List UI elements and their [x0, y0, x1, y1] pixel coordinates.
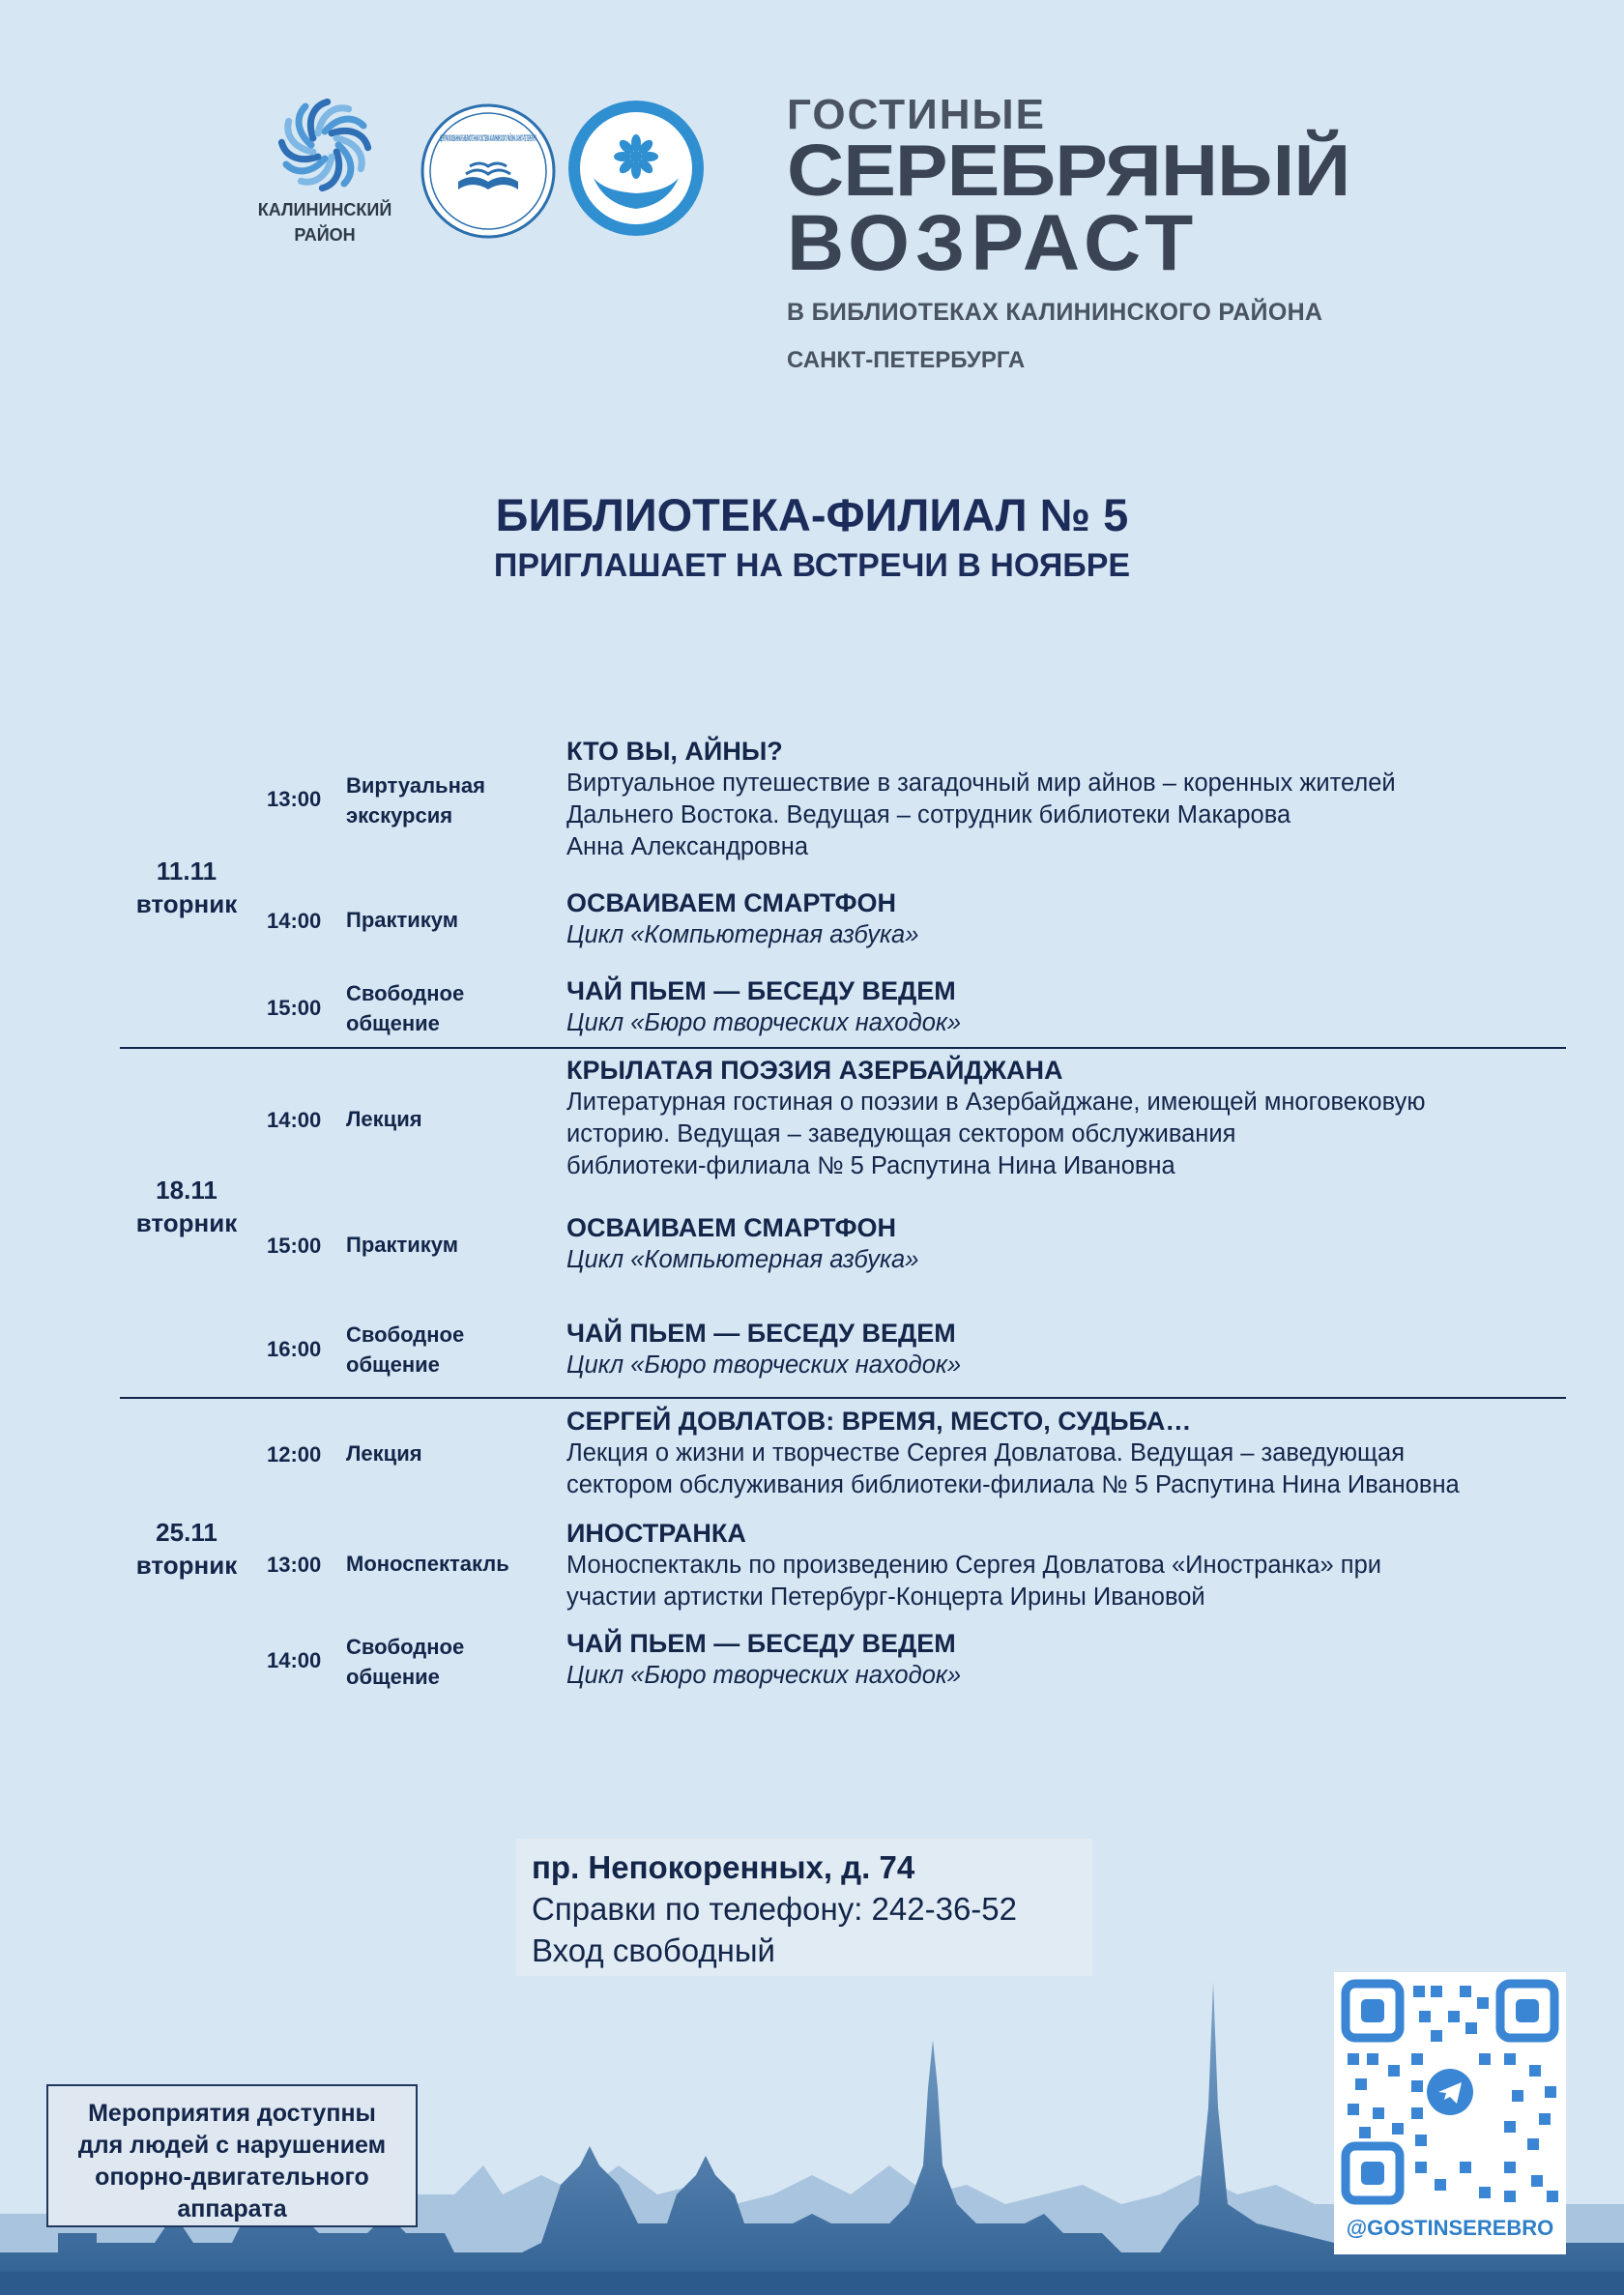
event-description: Цикл «Компьютерная азбука»	[566, 921, 919, 948]
day-date	[122, 1174, 251, 1239]
accessibility-line: Мероприятия доступны	[88, 2100, 376, 2127]
event-block	[566, 974, 1581, 1039]
event-type	[346, 1104, 539, 1134]
event-type	[346, 1632, 539, 1692]
brand-line-libraries: В БИБЛИОТЕКАХ КАЛИНИНСКОГО РАЙОНА	[787, 299, 1323, 326]
event-description: Лекция о жизни и творчестве Сергея Довлатова. Ведущая – заведующая	[566, 1439, 1406, 1467]
brand-line-vozrast: ВОЗРАСТ	[787, 199, 1200, 287]
event-type-line: общение	[346, 1011, 440, 1035]
event-block	[566, 735, 1581, 863]
event-type-line: Свободное	[346, 1322, 465, 1347]
event-title: ОСВАИВАЕМ СМАРТФОН	[566, 888, 897, 917]
event-type-line: Свободное	[346, 981, 465, 1005]
event-time: 15:00	[267, 1234, 322, 1258]
event-title: ОСВАИВАЕМ СМАРТФОН	[566, 1213, 897, 1242]
event-description: Виртуальное путешествие в загадочный мир айнов – коренных жителей	[566, 770, 1396, 797]
event-title: ИНОСТРАНКА	[566, 1519, 746, 1548]
library-system-logo	[420, 102, 557, 240]
event-type	[346, 1438, 539, 1468]
phone-info: Справки по телефону: 242-36-52	[532, 1891, 1017, 1927]
day-divider	[120, 1397, 1566, 1399]
brand-line-serebryany: СЕРЕБРЯНЫЙ	[787, 130, 1350, 212]
event-title: ЧАЙ ПЬЕМ — БЕСЕДУ ВЕДЕМ	[566, 976, 956, 1005]
contact-box	[516, 1839, 1092, 1976]
event-type-line: Практикум	[346, 908, 459, 932]
event-title: КТО ВЫ, АЙНЫ?	[566, 737, 783, 766]
qr-code-icon	[1334, 1972, 1566, 2214]
event-type	[346, 1320, 539, 1380]
date-value: 25.11	[156, 1518, 218, 1547]
social-center-logo	[566, 99, 706, 238]
event-description: Цикл «Бюро творческих находок»	[566, 1351, 962, 1379]
event-time: 13:00	[267, 787, 322, 811]
entry-info: Вход свободный	[532, 1932, 775, 1968]
event-description: Цикл «Бюро творческих находок»	[566, 1009, 962, 1036]
event-type-line: Лекция	[346, 1441, 422, 1466]
event-time: 14:00	[267, 1648, 322, 1672]
district-logo	[247, 95, 402, 246]
page-title: БИБЛИОТЕКА-ФИЛИАЛ № 5	[495, 489, 1129, 540]
event-type	[346, 978, 539, 1038]
date-weekday: вторник	[135, 1551, 238, 1580]
event-time: 13:00	[267, 1553, 322, 1577]
event-time: 14:00	[267, 909, 322, 933]
event-title: ЧАЙ ПЬЕМ — БЕСЕДУ ВЕДЕМ	[566, 1629, 956, 1658]
cbs-logo-text	[440, 132, 536, 143]
event-time: 14:00	[267, 1108, 322, 1132]
day-date	[122, 855, 251, 920]
date-value: 18.11	[156, 1176, 218, 1205]
event-type	[346, 1549, 539, 1579]
event-description: Моноспектакль по произведению Сергея Довлатова «Иностранка» при	[566, 1552, 1382, 1579]
event-type	[346, 905, 539, 935]
event-block	[566, 1405, 1581, 1501]
event-description: сектором обслуживания библиотеки-филиала № 5 Распутина Нина Ивановна	[566, 1471, 1460, 1498]
event-type-line: экскурсия	[346, 803, 453, 828]
event-type	[346, 1230, 539, 1260]
event-title: СЕРГЕЙ ДОВЛАТОВ: ВРЕМЯ, МЕСТО, СУДЬБА…	[566, 1407, 1192, 1436]
event-description: Анна Александровна	[566, 833, 809, 860]
event-description: Цикл «Компьютерная азбука»	[566, 1246, 919, 1273]
date-weekday: вторник	[135, 1208, 238, 1237]
event-description: историю. Ведущая – заведующая сектором обслуживания	[566, 1120, 1236, 1148]
brand-line-gostinye: ГОСТИНЫЕ	[787, 91, 1046, 138]
district-emblem-icon	[275, 95, 375, 195]
event-block	[566, 1517, 1581, 1613]
event-type-line: Моноспектакль	[346, 1552, 509, 1576]
event-type-line: Лекция	[346, 1107, 422, 1131]
event-title: ЧАЙ ПЬЕМ — БЕСЕДУ ВЕДЕМ	[566, 1319, 956, 1348]
hands-flower-icon	[566, 99, 706, 238]
district-logo-line2: РАЙОН	[294, 225, 356, 245]
event-description: Литературная гостиная о поэзии в Азербайджане, имеющей многовековую	[566, 1089, 1426, 1116]
event-type-line: общение	[346, 1352, 440, 1377]
event-description: Дальнего Востока. Ведущая – сотрудник библиотеки Макарова	[566, 801, 1291, 828]
event-type-line: общение	[346, 1665, 440, 1689]
accessibility-line: аппарата	[177, 2195, 287, 2222]
event-description: Цикл «Бюро творческих находок»	[566, 1662, 962, 1689]
telegram-qr-code[interactable]	[1334, 1972, 1566, 2254]
event-type-line: Свободное	[346, 1635, 465, 1659]
event-time: 15:00	[267, 996, 322, 1020]
brand-line-city: САНКТ-ПЕТЕРБУРГА	[787, 347, 1026, 373]
event-type-line: Виртуальная	[346, 773, 485, 798]
event-description: библиотеки-филиала № 5 Распутина Нина Ивановна	[566, 1152, 1175, 1179]
day-divider	[120, 1047, 1566, 1049]
event-block	[566, 1317, 1581, 1381]
date-weekday: вторник	[135, 889, 238, 918]
event-time: 12:00	[267, 1442, 322, 1467]
brand-block	[787, 93, 1349, 375]
event-type-line: Практикум	[346, 1233, 459, 1257]
event-time: 16:00	[267, 1337, 322, 1361]
day-date	[122, 1516, 251, 1582]
event-block	[566, 886, 1581, 951]
accessibility-line: опорно-двигательного	[95, 2164, 369, 2191]
qr-handle[interactable]: @GOSTINSEREBRO	[1346, 2216, 1554, 2240]
event-block	[566, 1627, 1581, 1692]
event-block	[566, 1054, 1581, 1182]
library-book-icon	[420, 102, 557, 240]
event-title: КРЫЛАТАЯ ПОЭЗИЯ АЗЕРБАЙДЖАНА	[566, 1056, 1063, 1085]
event-type	[346, 770, 539, 830]
district-logo-line1: КАЛИНИНСКИЙ	[257, 200, 392, 219]
accessibility-line: для людей с нарушением	[77, 2132, 387, 2159]
event-block	[566, 1211, 1581, 1276]
date-value: 11.11	[156, 857, 218, 886]
page-subtitle: ПРИГЛАШАЕТ НА ВСТРЕЧИ В НОЯБРЕ	[493, 547, 1131, 584]
address: пр. Непокоренных, д. 74	[532, 1849, 915, 1885]
event-description: участии артистки Петербург-Концерта Ирины Ивановой	[566, 1583, 1205, 1611]
accessibility-notice	[46, 2084, 418, 2227]
